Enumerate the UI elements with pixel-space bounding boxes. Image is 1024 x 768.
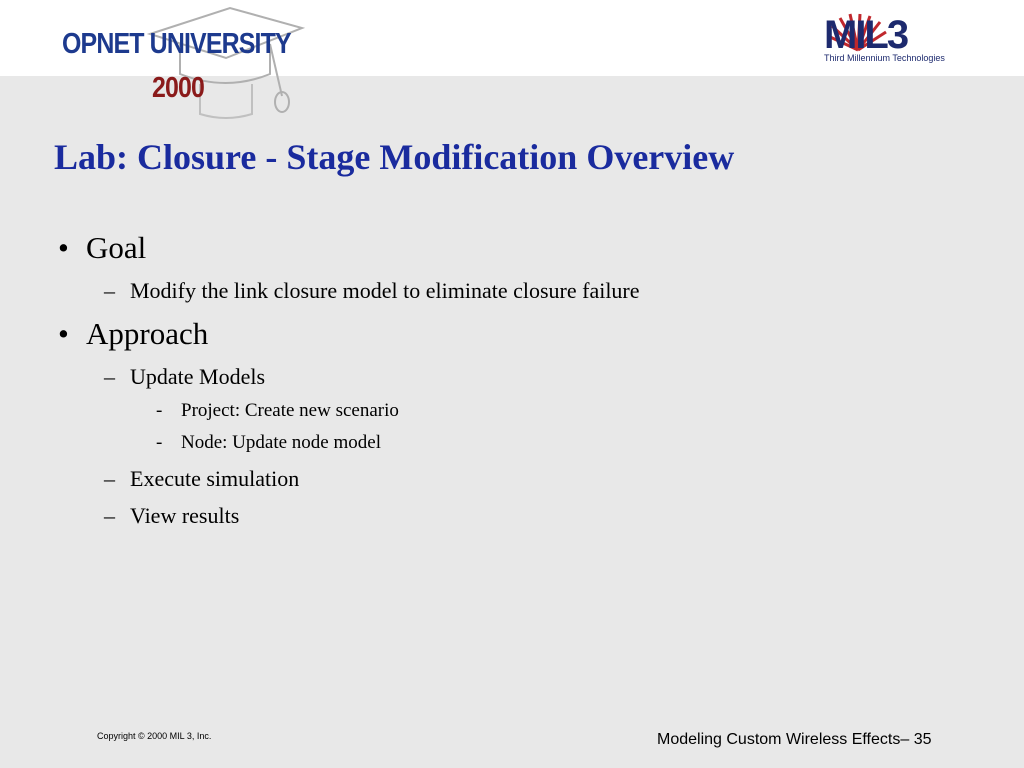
footer-slide-label: Modeling Custom Wireless Effects– 35 — [657, 731, 932, 748]
opnet-logo-year: 2000 — [152, 72, 205, 104]
subitem-text: Update Models — [130, 364, 266, 389]
dash-marker: – — [104, 466, 115, 491]
subsubitem-text: Project: Create new scenario — [181, 400, 399, 421]
dash-marker: – — [104, 364, 115, 389]
bullet-marker: • — [58, 230, 69, 265]
mil3-tagline: Third Millennium Technologies — [824, 53, 945, 63]
bullet-marker: • — [58, 316, 69, 351]
subitem-text: View results — [130, 503, 240, 528]
dash-marker: – — [104, 503, 115, 528]
subitem-text: Execute simulation — [130, 466, 300, 491]
dash-marker: – — [104, 278, 115, 303]
bullet-text: Approach — [86, 316, 209, 351]
slide-title: Lab: Closure - Stage Modification Overview — [54, 137, 735, 177]
hyphen-marker: - — [156, 432, 163, 453]
mil3-logo-text: MIL3 — [824, 13, 908, 52]
hyphen-marker: - — [156, 400, 163, 421]
bullet-text: Goal — [86, 230, 147, 265]
opnet-logo-title: OPNET UNIVERSITY — [62, 28, 291, 60]
subsubitem-text: Node: Update node model — [181, 432, 381, 453]
subitem-text: Modify the link closure model to eliminate closure failure — [130, 278, 640, 303]
footer-copyright: Copyright © 2000 MIL 3, Inc. — [97, 731, 212, 741]
